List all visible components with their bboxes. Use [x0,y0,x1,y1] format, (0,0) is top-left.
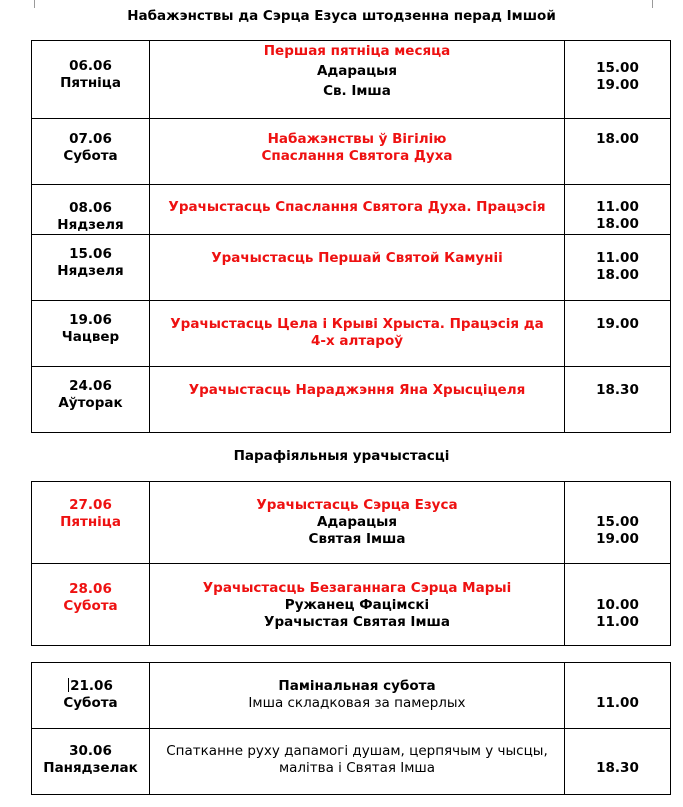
date-cell [32,367,150,433]
date-cell-content [32,301,149,346]
description-cell [150,564,565,646]
weekday-text: Нядзеля [57,263,124,279]
time-cell [565,729,671,795]
description-cell [150,729,565,795]
heading-daily-devotions: Набажэнствы да Сэрца Езуса штодзенна перад Імшой [127,8,556,24]
date-value: 24.06 [69,378,112,394]
date-text [32,200,149,217]
time-value: 19.00 [596,316,639,332]
description-cell [150,367,565,433]
weekday-text: Пятніца [60,75,121,91]
description-cell [150,301,565,367]
page-corner-mark-left [24,0,35,8]
time-cell-content [565,729,670,777]
description-line: Урачыстасць Спаслання Святога Духа. Працэсія [168,199,546,215]
weekday-text: Пятніца [60,514,121,530]
date-cell [32,663,150,729]
date-cell-content [32,367,149,412]
schedule-table-memorial [31,662,671,795]
time-value: 11.00 [596,250,639,266]
description-line: Урачыстасць Сэрца Езуса [256,497,458,513]
description-cell-content [150,119,564,165]
description-cell [150,235,565,301]
table-row [32,185,671,235]
description-line: Памінальная субота [278,678,436,694]
time-cell-content [565,663,670,712]
time-cell-content [565,119,670,148]
weekday-text: Субота [63,148,118,164]
description-cell-content [150,41,564,100]
date-text [32,743,149,760]
date-cell [32,235,150,301]
time-cell-content [565,367,670,399]
date-text [32,678,149,695]
description-line: Ружанец Фацімскі [284,597,430,613]
date-cell-content [32,663,149,712]
description-cell-content [150,482,564,548]
date-cell-content [32,482,149,531]
date-text [32,378,149,395]
table-row [32,564,671,646]
description-cell [150,41,565,119]
date-cell [32,564,150,646]
description-line: Спаслання Святога Духа [261,148,453,164]
description-line: Урачыстасць Першай Святой Камуніі [211,250,503,266]
time-value: 11.00 [596,695,639,711]
schedule-table-devotions [31,40,671,433]
description-line: Спатканне руху дапамогі душам, церпячым у чысцы, [166,743,548,759]
description-cell [150,482,565,564]
time-cell-content [565,185,670,233]
date-text [32,131,149,148]
date-value: 21.06 [70,678,113,694]
date-cell [32,301,150,367]
description-line: Урачыстая Святая Імша [264,614,450,630]
description-line: Імша складковая за памерлых [248,695,466,711]
date-value: 28.06 [69,581,112,597]
time-value: 18.00 [596,216,639,232]
description-cell-content [150,367,564,399]
date-value: 30.06 [69,743,112,759]
time-value: 18.30 [596,760,639,776]
description-line: Адарацыя [316,63,398,79]
description-line: Урачыстасць Нараджэння Яна Хрысціцеля [188,382,526,398]
time-cell-content [565,301,670,333]
table-row [32,235,671,301]
table-row [32,367,671,433]
description-cell [150,185,565,235]
date-cell-content [32,185,149,234]
description-cell-content [150,729,564,777]
date-value: 19.06 [69,312,112,328]
page-corner-mark-right [652,0,663,8]
date-value: 27.06 [69,497,112,513]
date-text [32,246,149,263]
time-value: 15.00 [596,514,639,530]
time-cell-content [565,41,670,94]
description-line: Набажэнствы ў Вігілію [267,131,447,147]
description-line: Урачыстасць Цела і Крыві Хрыста. Працэсія да [170,316,544,332]
date-value: 07.06 [69,131,112,147]
weekday-text: Аўторак [58,395,123,411]
description-cell [150,663,565,729]
time-value: 11.00 [596,199,639,215]
time-cell [565,367,671,433]
time-cell [565,564,671,646]
time-cell [565,119,671,185]
weekday-text: Субота [63,695,118,711]
table-row [32,663,671,729]
date-cell [32,482,150,564]
table-row [32,41,671,119]
time-value [565,580,670,597]
table-row [32,729,671,795]
date-cell-content [32,41,149,92]
weekday-text: Чацвер [61,329,120,345]
time-value: 15.00 [596,60,639,76]
weekday-text: Нядзеля [57,217,124,233]
description-line: малітва і Святая Імша [278,760,436,776]
description-line: Св. Імша [323,83,391,99]
date-value: 06.06 [69,58,112,74]
date-text [32,58,149,75]
time-cell [565,663,671,729]
time-cell [565,301,671,367]
time-value: 10.00 [596,597,639,613]
time-cell-content [565,235,670,284]
description-cell-content [150,235,564,267]
weekday-text: Панядзелак [43,760,138,776]
date-cell [32,185,150,235]
description-line: Першая пятніца месяца [263,43,451,59]
time-value: 18.30 [596,382,639,398]
date-cell [32,41,150,119]
time-cell [565,482,671,564]
date-cell [32,729,150,795]
time-value: 18.00 [596,267,639,283]
description-line: Адарацыя [316,514,398,530]
description-cell-content [150,663,564,712]
schedule-table-parish-feasts [31,481,671,646]
date-cell-content [32,235,149,280]
date-text [32,497,149,514]
date-text [32,312,149,329]
time-value: 11.00 [596,614,639,630]
description-cell [150,119,565,185]
date-cell-content [32,119,149,165]
date-cell [32,119,150,185]
description-line: Урачыстасць Безаганнага Сэрца Марыі [202,580,512,596]
date-value: 08.06 [69,200,112,216]
description-line: 4-х алтароў [310,333,404,349]
time-value: 18.00 [596,131,639,147]
description-cell-content [150,185,564,216]
date-cell-content [32,564,149,615]
time-value [565,743,670,760]
time-cell [565,41,671,119]
date-cell-content [32,729,149,777]
time-value: 19.00 [596,531,639,547]
table-row [32,119,671,185]
time-value [565,497,670,514]
time-cell-content [565,482,670,548]
time-cell-content [565,564,670,631]
time-value [565,678,670,695]
description-cell-content [150,564,564,631]
weekday-text: Субота [63,598,118,614]
description-line: Святая Імша [308,531,406,547]
heading-parish-feasts: Парафіяльныя урачыстасці [233,448,450,464]
time-value: 19.00 [596,77,639,93]
time-cell [565,185,671,235]
date-value: 15.06 [69,246,112,262]
date-text [32,581,149,598]
description-cell-content [150,301,564,350]
table-row [32,482,671,564]
text-cursor [68,678,69,692]
table-row [32,301,671,367]
time-cell [565,235,671,301]
